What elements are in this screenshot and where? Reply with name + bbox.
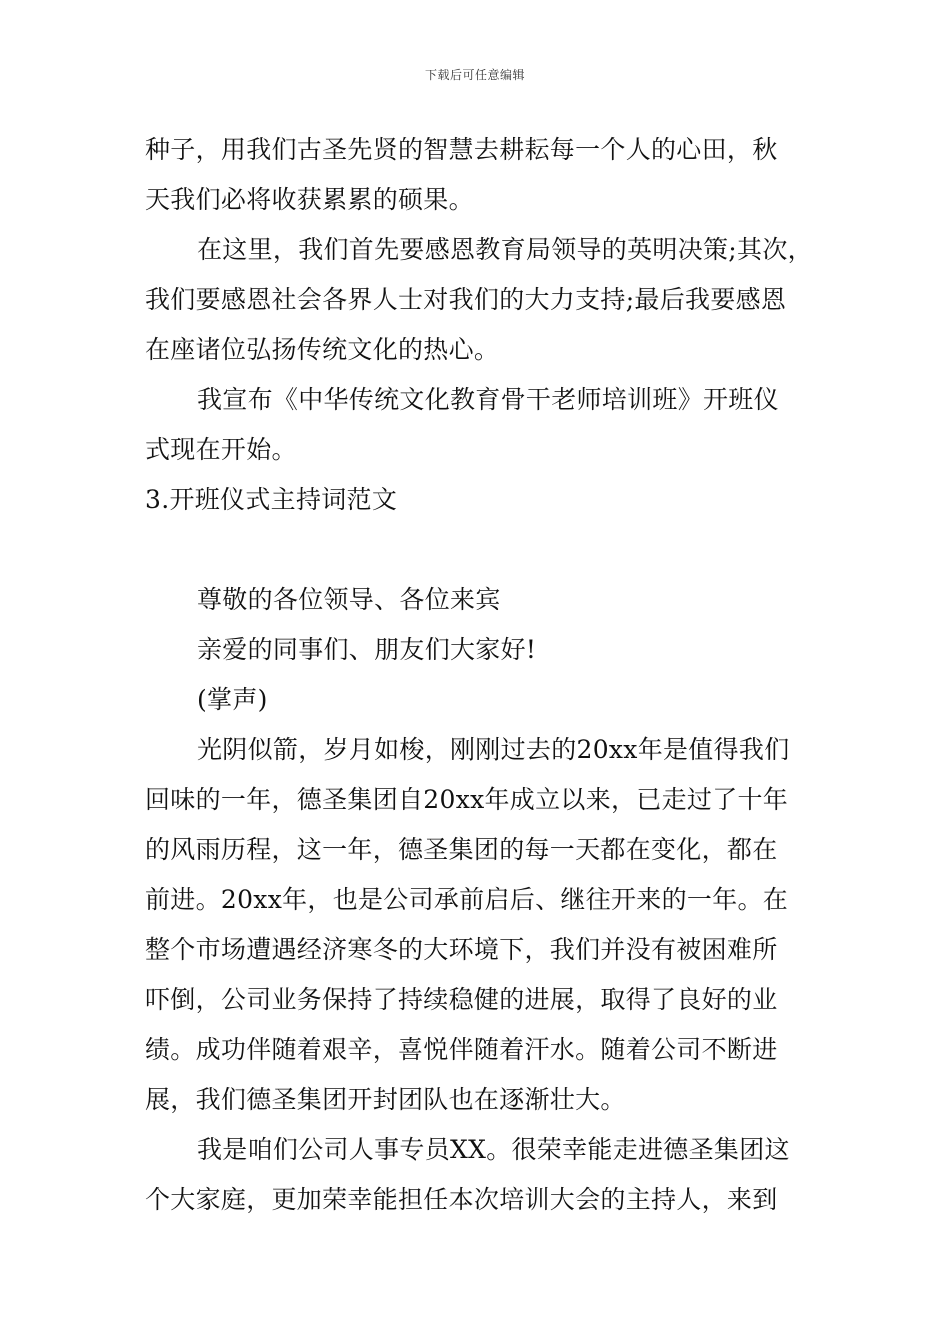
body-line: 我们要感恩社会各界人士对我们的大力支持;最后我要感恩	[145, 285, 787, 314]
body-line: 个大家庭，更加荣幸能担任本次培训大会的主持人，来到	[145, 1185, 778, 1214]
greeting-line: 亲爱的同事们、朋友们大家好!	[197, 635, 537, 664]
section-heading: 3.开班仪式主持词范文	[145, 485, 398, 514]
body-line: 我宣布《中华传统文化教育骨干老师培训班》开班仪	[197, 385, 779, 414]
body-line: 吓倒，公司业务保持了持续稳健的进展，取得了良好的业	[145, 985, 778, 1014]
stage-direction: (掌声)	[197, 685, 268, 714]
body-line: 绩。成功伴随着艰辛，喜悦伴随着汗水。随着公司不断进	[145, 1035, 778, 1064]
body-line: 光阴似箭，岁月如梭，刚刚过去的20xx年是值得我们	[197, 735, 790, 764]
body-line: 的风雨历程，这一年，德圣集团的每一天都在变化，都在	[145, 835, 778, 864]
body-line: 天我们必将收获累累的硕果。	[145, 185, 474, 214]
body-line: 种子，用我们古圣先贤的智慧去耕耘每一个人的心田，秋	[145, 135, 778, 164]
page-header: 下载后可任意编辑	[424, 68, 525, 82]
blank-line	[145, 525, 810, 575]
body-line: 在这里，我们首先要感恩教育局领导的英明决策;其次，	[197, 235, 813, 264]
document-body	[145, 125, 813, 1225]
body-line: 整个市场遭遇经济寒冬的大环境下，我们并没有被困难所	[145, 935, 778, 964]
body-line: 前进。20xx年，也是公司承前启后、继往开来的一年。在	[145, 885, 789, 914]
body-line: 展，我们德圣集团开封团队也在逐渐壮大。	[145, 1085, 626, 1114]
greeting-line: 尊敬的各位领导、各位来宾	[197, 585, 501, 614]
body-line: 在座诸位弘扬传统文化的热心。	[145, 335, 500, 364]
body-line: 式现在开始。	[145, 435, 297, 464]
body-line: 回味的一年，德圣集团自20xx年成立以来，已走过了十年	[145, 785, 789, 814]
body-line: 我是咱们公司人事专员XX。很荣幸能走进德圣集团这	[197, 1135, 790, 1164]
